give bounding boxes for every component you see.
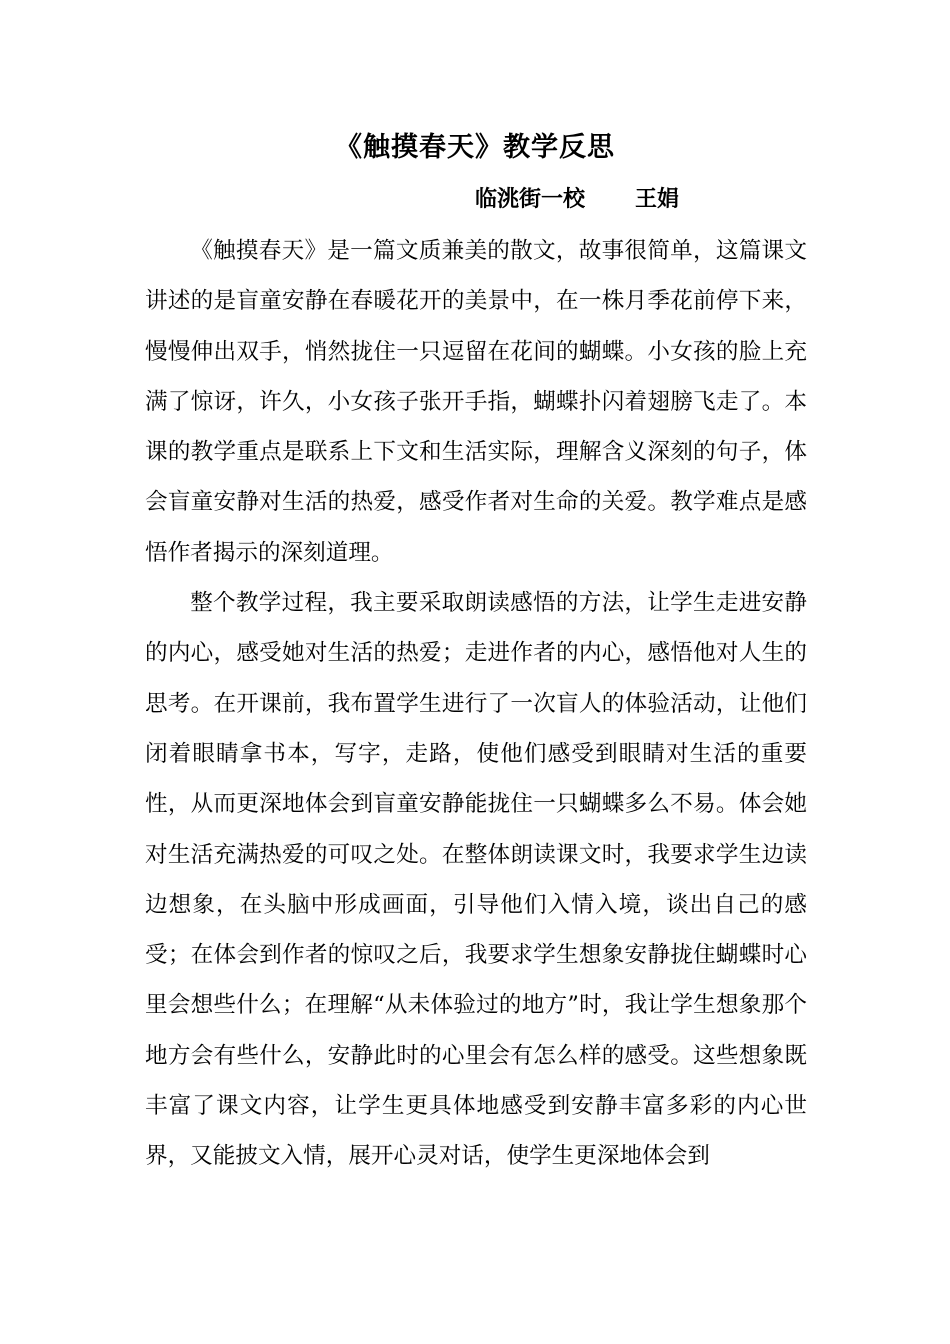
school-name: 临洮街一校 [475,187,586,212]
byline [475,180,679,220]
paragraph-1: 《触摸春天》是一篇文质兼美的散文，故事很简单，这篇课文讲述的是盲童安静在春暖花开的美景中，在一株月季花前停下来，慢慢伸出双手，悄然拢住一只逗留在花间的蝴蝶。小女孩的脸上充满了惊讶，许久，小女孩子张开手指，蝴蝶扑闪着翅膀飞走了。本课的教学重点是联系上下文和生活实际，理解含义深刻的句子，体会盲童安静对生活的热爱，感受作者对生命的关爱。教学难点是感悟作者揭示的深刻道理。 [145,238,807,566]
document-title: 《触摸春天》教学反思 [335,132,615,163]
body-text [145,226,807,1182]
author-name: 王娟 [635,187,680,212]
paragraph-2: 整个教学过程，我主要采取朗读感悟的方法，让学生走进安静的内心，感受她对生活的热爱；走进作者的内心，感悟他对人生的思考。在开课前，我布置学生进行了一次盲人的体验活动，让他们闭着眼睛拿书本，写字，走路，使他们感受到眼睛对生活的重要性，从而更深地体会到盲童安静能拢住一只蝴蝶多么不易。体会她对生活充满热爱的可叹之处。在整体朗读课文时，我要求学生边读边想象，在头脑中形成画面，引导他们入情入境，谈出自己的感受；在体会到作者的惊叹之后，我要求学生想象安静拢住蝴蝶时心里会想些什么；在理解“从未体验过的地方”时，我让学生想象那个地方会有些什么，安静此时的心里会有怎么样的感受。这些想象既丰富了课文内容，让学生更具体地感受到安静丰富多彩的内心世界，又能披文入情，展开心灵对话，使学生更深地体会到 [145,590,807,1170]
